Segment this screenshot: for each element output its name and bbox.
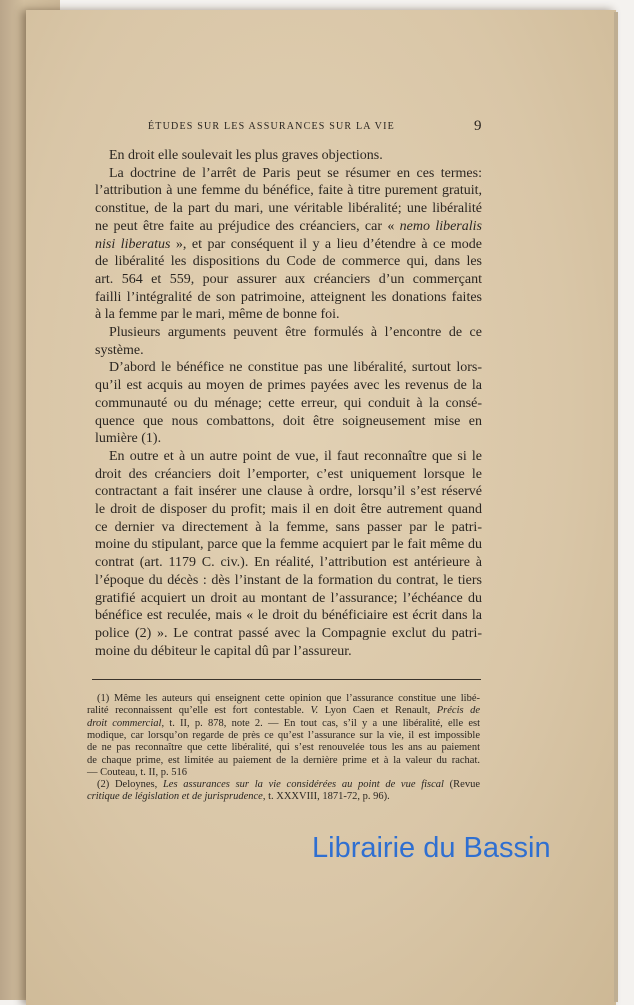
watermark: Librairie du Bassin — [312, 832, 551, 864]
text-run: Lyon Caen et Renault, — [318, 705, 437, 717]
body-line — [95, 378, 482, 394]
body-line — [95, 396, 482, 412]
text-run: bénéfice est reculée, mais « le droit du bénéficiaire est écrit dans la — [95, 608, 482, 624]
body-line — [95, 467, 482, 483]
body-line — [95, 484, 482, 500]
text-run: qu’il est acquis au moyen de primes payées avec les revenus de la — [95, 378, 482, 394]
footnote-line — [97, 693, 480, 704]
text-run: droit des créanciers doit l’emporter, c’est uniquement lorsque le — [95, 466, 482, 482]
running-title: ÉTUDES SUR LES ASSURANCES SUR LA VIE — [148, 121, 395, 132]
text-run: (Revue — [443, 779, 480, 791]
italic-text: critique de législation et de jurisprudence — [87, 791, 263, 803]
footnote-line — [87, 791, 390, 802]
text-run: art. 564 et 559, pour assurer aux créanciers d’un commerçant — [95, 271, 482, 287]
body-line — [95, 307, 340, 323]
text-run: de chaque prime, est limitée au paiement de la dernière prime et à la valeur du rachat. — [87, 754, 480, 766]
footnote-line — [87, 730, 480, 741]
text-run: , t. XXXVIII, 1871-72, p. 96). — [262, 791, 390, 803]
body-line — [95, 591, 482, 607]
text-run: lumière (1). — [95, 431, 162, 447]
body-line — [95, 502, 482, 518]
text-run: En droit elle soulevait les plus graves objections. — [109, 148, 383, 163]
italic-text: Les assurances sur la vie considérées au point de vue fiscal — [162, 779, 444, 791]
text-run: ne peut être faite au préjudice des créanciers, car « — [95, 218, 400, 234]
italic-text: Précis de — [436, 705, 480, 717]
text-run: l’attribution à une femme du bénéfice, faite à titre purement gratuit, — [95, 183, 482, 199]
footnote-line — [97, 779, 480, 790]
text-run: modique, car lorsqu’on regarde de près ce qu’est l’assurance sur la vie, il est impossible — [87, 729, 480, 741]
body-line — [95, 272, 482, 288]
body-line — [95, 343, 144, 359]
text-run: La doctrine de l’arrêt de Paris peut se résumer en ces termes: — [109, 165, 482, 181]
text-run: — Couteau, t. II, p. 516 — [87, 766, 188, 778]
text-run: le droit de disposer du profit; mais il en doit être autrement quand — [95, 502, 482, 517]
text-run: constitue, de la part du mari, une véritable libéralité; une libéralité — [95, 201, 482, 217]
text-run: D’abord le bénéfice ne constitue pas une libéralité, surtout lors- — [109, 360, 482, 376]
body-line — [95, 290, 482, 306]
footnote-line — [87, 705, 480, 716]
text-run: Plusieurs arguments peuvent être formulés à l’encontre de ce — [109, 325, 482, 340]
body-line — [95, 431, 161, 447]
body-line — [95, 537, 482, 553]
italic-text: nemo liberalis — [399, 218, 482, 234]
body-line — [109, 449, 482, 465]
body-line — [95, 626, 482, 642]
body-line — [95, 414, 482, 430]
footnote-line — [87, 718, 480, 729]
body-line — [95, 644, 352, 660]
text-run: de ne pas reconnaître que cette libéralité, qui s’est renouvelée tous les ans au paiement — [87, 742, 480, 754]
footnote-line — [87, 755, 480, 766]
text-run: à la femme par le mari, même de bonne foi. — [95, 307, 340, 323]
body-line — [109, 148, 383, 164]
text-run: gratifié acquiert un droit au montant de l’assurance; l’échéance du — [95, 590, 482, 606]
body-line — [95, 201, 482, 217]
footnote-rule — [92, 679, 481, 680]
page-number: 9 — [474, 118, 482, 134]
body-line — [95, 608, 482, 624]
page-stack-edge — [614, 12, 618, 1002]
body-line — [109, 360, 482, 376]
body-line — [95, 573, 482, 589]
text-run: police (2) ». Le contrat passé avec la Compagnie exclut du patri- — [95, 625, 482, 641]
body-line — [95, 520, 482, 536]
text-run: , t. II, p. 878, note 2. — En tout cas, s’il y a une libéralité, elle est — [161, 717, 480, 729]
text-run: », et par conséquent il y a lieu d’étendre à ce mode — [170, 236, 482, 252]
text-run: (1) Même les auteurs qui enseignent cette opinion que l’assurance constitue une libé- — [97, 693, 480, 704]
body-line — [95, 237, 482, 253]
text-run: (2) Deloynes, — [97, 779, 163, 791]
text-run: l’époque du décès : dès l’instant de la formation du contrat, le tiers — [95, 572, 482, 588]
italic-text: droit commercial — [87, 717, 162, 729]
text-run: contractant a fait insérer une clause à ordre, lorsqu’il s’est réservé — [95, 484, 482, 500]
text-run: En outre et à un autre point de vue, il faut reconnaître que si le — [109, 448, 482, 464]
text-run: communauté ou du ménage; cette erreur, qui conduit à la consé- — [95, 395, 482, 411]
footnote-line — [87, 767, 187, 778]
text-run: quence que nous combattons, doit être soigneusement mise en — [95, 413, 482, 429]
body-line — [109, 166, 482, 182]
italic-text: V. — [310, 705, 319, 717]
text-run: ce dernier va directement à la femme, sans passer par le patri- — [95, 519, 482, 535]
body-line — [95, 555, 482, 571]
text-run: système. — [95, 342, 144, 358]
text-run: contrat (art. 1179 C. civ.). En réalité, l’attribution est antérieure à — [95, 555, 482, 571]
body-line — [95, 183, 482, 199]
text-run: de libéralité les dispositions du Code de commerce qui, dans les — [95, 254, 482, 270]
footnote-line — [87, 742, 480, 753]
text-run: ralité reconnaissent qu’elle est fort contestable. — [87, 705, 311, 717]
body-line — [95, 219, 482, 235]
text-run: failli l’intégralité de son patrimoine, atteignent les donations faites — [95, 289, 482, 305]
text-run: moine du stipulant, parce que la femme acquiert par le fait même du — [95, 537, 482, 553]
text-run: moine du débiteur le capital dû par l’assureur. — [95, 643, 352, 659]
body-line — [95, 254, 482, 270]
italic-text: nisi liberatus — [95, 236, 171, 252]
body-line — [109, 325, 482, 341]
